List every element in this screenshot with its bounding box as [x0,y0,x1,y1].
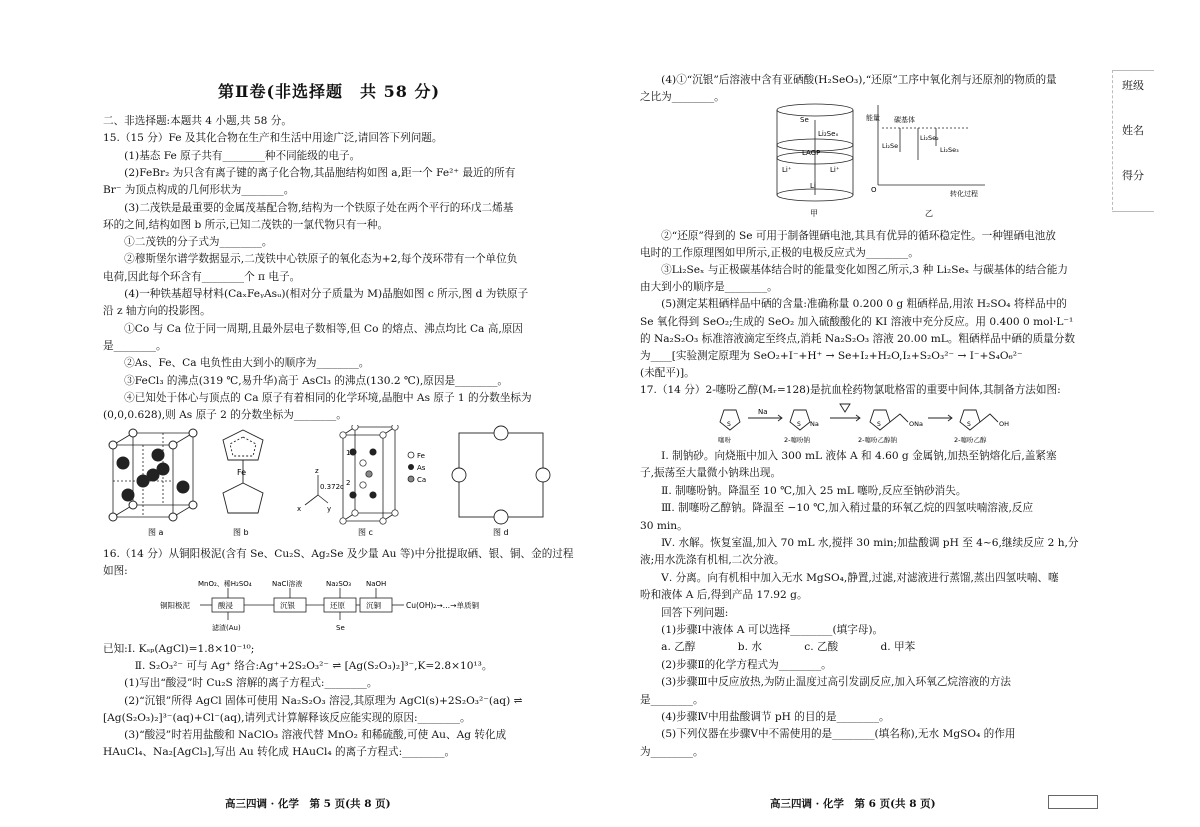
q16_lines-line: 16.（14 分）从铜阳极泥(含有 Se、Cu₂S、Ag₂Se 及少量 Au 等)中分批提取硒、银、铜、金的过程 [103,548,574,560]
figure-label-a: 图 a [148,528,164,537]
bat-se: Se [800,116,809,124]
right-line2: Ⅱ. 制噻吩钠。降温至 10 ℃,加入 25 mL 噻吩,反应至钠砂消失。 [640,484,967,497]
right-line2: 子,振荡至大量微小钠珠出现。 [640,467,782,480]
right-line2: (5)下列仪器在步骤Ⅴ中不需使用的是________(填名称),无水 MgSO₄ 的作用 [640,728,1016,741]
lattice-atom [122,489,134,501]
flow-se: Se [336,624,345,632]
unit-cell-atom [340,432,346,438]
legend-ca: Ca [417,476,427,484]
axis-z: z [315,467,319,475]
right-line2: (3)步骤Ⅲ中反应放热,为防止温度过高引发副反应,加入环氧乙烷溶液的方法 [640,676,1011,689]
right-line: 的 Na₂S₂O₃ 标准溶液滴定至终点,消耗 Na₂S₂O₃ 溶液 20.00 mL。粗硒样品中硒的质量分数 [640,332,1075,345]
energy-ylabel: 能量 [866,114,880,122]
footer-right: 高三四调 · 化学 第 6 页(共 8 页) [770,798,936,810]
figure-label-c: 图 c [358,528,373,537]
lattice-atom [129,429,137,437]
footer-left: 高三四调 · 化学 第 5 页(共 8 页) [225,798,391,810]
flow-step-3: 还原 [330,601,345,610]
right_top-line: 之比为________。 [640,91,725,103]
left_lines-line: 沿 z 轴方向的投影图。 [103,305,211,318]
unit-cell-atom [392,510,398,516]
figure-c-atoms [340,425,398,524]
flow-reagent-1: MnO₂、稀H₂SO₄ [198,580,252,588]
q16-more-line: (1)写出“酸浸”时 Cu₂S 溶解的离子方程式:________。 [103,677,378,690]
right-line2: 回答下列问题: [640,606,729,619]
syn-reagent: Na [758,408,768,416]
energy-xlabel: 转化过程 [950,190,978,198]
right-line2: Ⅳ. 水解。恢复室温,加入 70 mL 水,搅拌 30 min;加盐酸调 pH 至 4~6,继续反应 2 h,分 [640,537,1079,549]
bat-li2sex: Li₂Seₓ [818,130,839,138]
left_lines-line: 环的之间,结构如图 b 所示,已知二茂铁的一氯代物只有一种。 [103,218,389,231]
energy-label-1: Li₂Se [882,142,899,150]
right-line2: 为________。 [640,745,704,758]
right-line2: 吩和液体 A 后,得到产品 17.92 g。 [640,589,808,602]
energy-label-2: Li₂Se₂ [920,134,939,142]
right-line2: (4)步骤Ⅳ中用盐酸调节 pH 的目的是________。 [640,711,890,723]
left_lines-line: ②穆斯堡尔谱学数据显示,二茂铁中心铁原子的氧化态为+2,每个茂环带有一个单位负 [103,253,518,266]
left_lines-line: Br⁻ 为顶点构成的几何形状为________。 [103,184,295,197]
right-line: Se 氧化得到 SeO₂;生成的 SeO₂ 加入硫酸酸化的 KI 溶液中充分反应。用 0.400 0 mol·L⁻¹ [640,315,1074,328]
flow-residue: 滤渣(Au) [212,624,241,632]
left_lines-line: (0,0,0.628),则 As 原子 2 的分数坐标为________。 [103,409,347,422]
q16-more-line: [Ag(S₂O₃)₂]³⁻(aq)+Cl⁻(aq),请列式计算解释该反应能实现的原因:________。 [103,711,471,724]
dim-label: 0.372c [320,483,344,491]
figure-a-atoms [109,429,197,521]
battery-figures [770,100,1090,220]
flow-reagent-4: NaOH [366,580,387,588]
unit-cell-atom [360,482,366,488]
unit-cell-atom [392,425,398,430]
left_lines-line: ①Co 与 Ca 位于同一周期,且最外层电子数相等,但 Co 的熔点、沸点均比 Ca 高,原因 [103,322,523,335]
sidebar-score: 得分 [1122,169,1144,182]
sidebar-class: 班级 [1122,79,1144,92]
bat-li-ion-2: Li⁺ [830,166,840,174]
left_lines-line: ③FeCl₃ 的沸点(319 ℃,易升华)高于 AsCl₃ 的沸点(130.2 ℃),原因是________。 [103,374,509,387]
flow-chart [160,578,540,638]
sidebar-name: 姓名 [1122,124,1144,137]
axis-y: y [327,505,332,513]
left_lines-line: ①二茂铁的分子式为________。 [103,236,273,249]
lattice-atom [177,481,189,493]
syn-name-2: 2-噻吩钠 [784,436,810,444]
lattice-atom [189,501,197,509]
lattice-atom [169,441,177,449]
lattice-atom [189,429,197,437]
syn-na: Na [810,420,819,428]
left_lines-line: (3)二茂铁是最重要的金属茂基配合物,结构为一个铁原子处在两个平行的环戊二烯基 [103,201,514,214]
lattice-atom [137,475,149,487]
figure-label-b: 图 b [233,528,249,537]
q16-more-line: (3)“酸浸”时若用盐酸和 NaClO₃ 溶液代替 MnO₂ 和稀硫酸,可使 Au、Ag 转化成 [103,729,507,741]
energy-label-3: Li₂Se₃ [940,146,959,154]
lattice-atom [117,457,129,469]
syn-s-1: S [727,421,731,428]
flow-product: Cu(OH)₂→…→单质铜 [406,601,479,610]
left_lines-line: (1)基态 Fe 原子共有________种不同能级的电子。 [103,149,361,162]
unit-cell-atom [370,449,376,455]
caption-jia: 甲 [810,209,818,218]
fe-label-b: Fe [237,468,247,477]
left_lines-line: ②As、Fe、Ca 电负性由大到小的顺序为________。 [103,357,370,370]
syn-name-4: 2-噻吩乙醇 [954,436,987,444]
left_lines-line: 二、非选择题:本题共 4 小题,共 58 分。 [103,115,292,127]
right-line2: Ⅰ. 制钠砂。向烧瓶中加入 300 mL 液体 A 和 4.60 g 金属钠,加热至钠熔化后,盖紧塞 [640,450,1057,462]
lattice-atom [109,513,117,521]
lattice-atom [129,501,137,509]
bat-li: Li [810,182,816,190]
flow-start: 铜阳极泥 [160,601,190,610]
right-line: 为____[实验测定原理为 SeO₂+I⁻+H⁺ → Se+I₂+H₂O,I₂+S₂O₃²⁻ → I⁻+S₄O₆²⁻ [640,349,1023,362]
unit-cell-atom [360,460,366,466]
q16-more-line: Ⅱ. S₂O₃²⁻ 可与 Ag⁺ 络合:Ag⁺+2S₂O₃²⁻ ⇌ [Ag(S₂O₃)₂]³⁻,K=2.8×10¹³。 [103,660,493,673]
lattice-atom [157,463,169,475]
left_lines-line: ④已知处于体心与顶点的 Ca 原子有着相同的化学环境,晶胞中 As 原子 1 的分数坐标为 [103,391,532,404]
unit-cell-atom [352,510,358,516]
syn-s-2: S [797,421,801,428]
flow-reagent-2: NaCl溶液 [272,580,303,588]
unit-cell-atom [370,492,376,498]
flow-reagent-3: Na₂SO₃ [326,580,352,588]
figure-label-d: 图 d [493,528,509,537]
flow-step-1: 酸浸 [218,601,233,610]
right-line2: (2)步骤Ⅱ的化学方程式为________。 [640,658,832,671]
q16-more-line: HAuCl₄、Na₂[AgCl₃],写出 Au 转化成 HAuCl₄ 的离子方程式:________。 [103,746,456,759]
axis-x: x [297,505,302,513]
right-line2: Ⅴ. 分离。向有机相中加入无水 MgSO₄,静置,过滤,对滤液进行蒸馏,蒸出四氢呋喃、噻 [640,571,1059,584]
right-line: 由大到小的顺序是________。 [640,281,778,294]
figure-d [452,426,550,524]
unit-cell-atom [350,449,356,455]
right-line: (5)测定某粗硒样品中硒的含量:准确称量 0.200 0 g 粗硒样品,用浓 H₂SO₄ 将样品中的 [640,298,1067,311]
right-line: 电时的工作原理图如甲所示,正极的电极反应式为________。 [640,247,919,260]
unit-cell-atom [340,518,346,524]
right-line2: 30 min。 [640,519,688,532]
right_top-line: (4)①“沉银”后溶液中含有亚硒酸(H₂SeO₃),“还原”工序中氧化剂与还原剂的物质的量 [640,74,1057,86]
syn-ona: ONa [909,420,923,428]
figures-abcd [103,425,553,540]
right-line2: (1)步骤Ⅰ中液体 A 可以选择________(填字母)。 [640,624,884,636]
flow-step-2: 沉银 [280,601,295,610]
syn-s-4: S [967,421,971,428]
flow-step-4: 沉铜 [366,601,381,610]
q16-more-line: (2)“沉银”所得 AgCl 固体可使用 Na₂S₂O₃ 溶浸,其原理为 AgCl(s)+2S₂O₃²⁻(aq) ⇌ [103,694,523,707]
right-line2: 是________。 [640,693,704,706]
unit-cell-atom [350,492,356,498]
q16_lines-line: 如图: [103,565,128,577]
unit-cell-atom [352,425,358,430]
legend-fe: Fe [417,452,425,460]
left_lines-line: (4)一种铁基超导材料(CaₓFeᵧAsᵤ)(相对分子质量为 M)晶胞如图 c 所示,图 d 为铁原子 [103,288,529,300]
syn-oh: OH [999,420,1010,428]
as-num-1: 1 [346,449,351,457]
bat-li-ion-1: Li⁺ [782,166,792,174]
syn-name-3: 2-噻吩乙醇钠 [858,436,897,444]
lattice-atom [152,449,164,461]
section-title: 第Ⅱ卷(非选择题 共 58 分) [218,82,441,101]
unit-cell-atom [380,518,386,524]
lattice-atom [109,441,117,449]
energy-origin: O [871,186,877,194]
left_lines-line: 电荷,因此每个环含有________个 π 电子。 [103,270,301,283]
legend-as: As [417,464,426,472]
right-line: ③Li₂Seₓ 与正极碳基体结合时的能量变化如图乙所示,3 种 Li₂Seₓ 与碳基体的结合能力 [640,264,1068,277]
right-line: ②“还原”得到的 Se 可用于制备锂硒电池,其具有优异的循环稳定性。一种锂硒电池放 [640,230,1056,242]
q16-more-line: 已知:Ⅰ. Kₛₚ(AgCl)=1.8×10⁻¹⁰; [103,643,255,655]
as-num-2: 2 [346,479,351,487]
synthesis-scheme [712,400,1042,445]
right-line: 17.（14 分）2-噻吩乙醇(Mᵣ=128)是抗血栓药物氯吡格雷的重要中间体,其制备方法如图: [640,383,1061,396]
left_lines-line: 是________。 [103,339,167,352]
right-line2: a. 乙醇 b. 水 c. 乙酸 d. 甲苯 [640,641,916,654]
bat-lagp: LAGP [802,149,821,157]
caption-yi: 乙 [925,209,933,218]
syn-name-1: 噻吩 [718,436,731,444]
right-line2: 液;用水洗涤有机相,二次分液。 [640,554,785,567]
left_lines-line: (2)FeBr₂ 为只含有离子键的离子化合物,其晶胞结构如图 a,距一个 Fe²⁺ 最近的所有 [103,166,516,179]
unit-cell-atom [380,432,386,438]
left_lines-line: 15.（15 分）Fe 及其化合物在生产和生活中用途广泛,请回答下列问题。 [103,132,443,145]
right-line2: Ⅲ. 制噻吩乙醇钠。降温至 −10 ℃,加入稍过量的环氧乙烷的四氢呋喃溶液,反应 [640,502,1034,515]
score-box [1048,795,1098,809]
unit-cell-atom [366,471,372,477]
right-line: (未配平)]。 [640,366,695,379]
syn-s-3: S [877,421,881,428]
energy-carbon: 碳基体 [894,116,915,124]
lattice-atom [169,513,177,521]
